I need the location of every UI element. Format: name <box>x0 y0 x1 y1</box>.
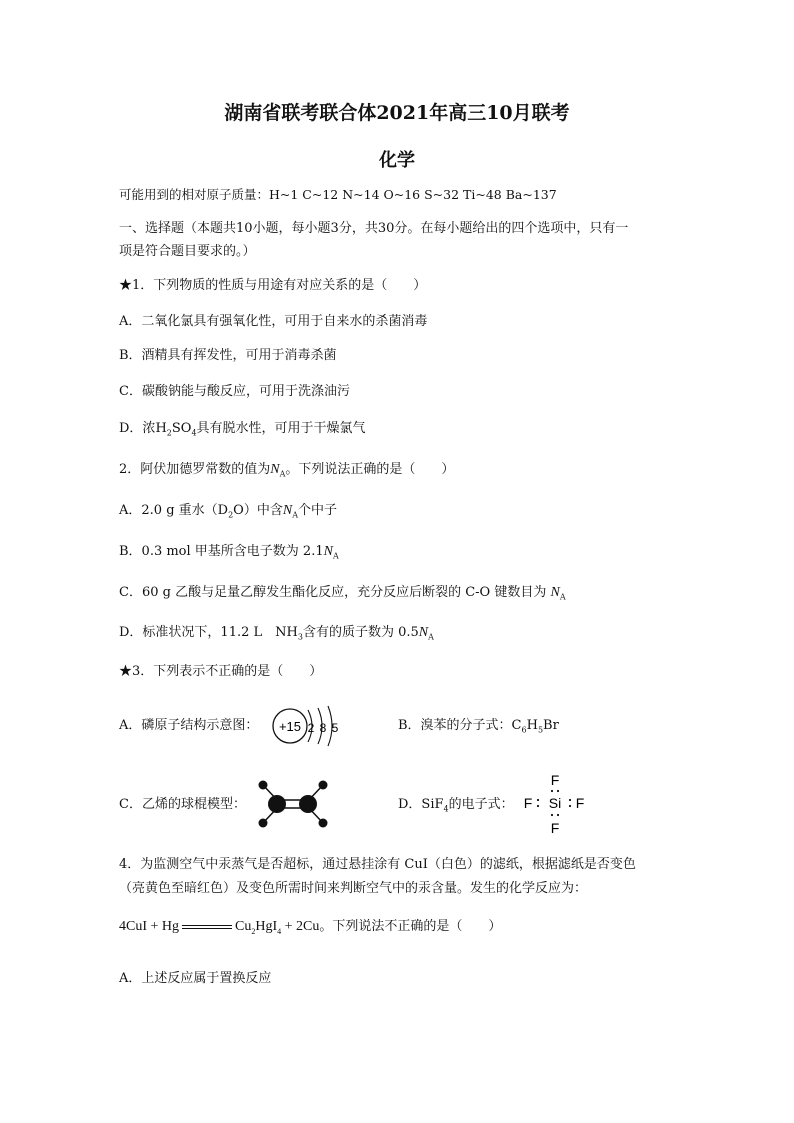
silicon-center: Si <box>548 795 562 811</box>
section-instruction-2: 项是符合题目要求的。） <box>119 244 256 259</box>
atomic-mass-line: 可能用到的相对原子质量：H~1 C~12 N~14 O~16 S~32 Ti~48 Ba~137 <box>119 187 557 202</box>
q3-option-b: B．溴苯的分子式：$C_6H_5Br$ <box>398 718 559 735</box>
shell-3-count: 5 <box>331 721 339 735</box>
q1-stem: ★1．下列物质的性质与用途有对应关系的是（ ） <box>119 278 427 293</box>
q4-stem-line1: 4．为监测空气中汞蒸气是否超标，通过悬挂涂有 CuI（白色）的滤纸，根据滤纸是否变色 <box>119 857 636 872</box>
ethylene-ball-stick-model <box>254 778 334 830</box>
phosphorus-atom-diagram <box>267 702 347 748</box>
q1-option-c: C．碳酸钠能与酸反应，可用于洗涤油污 <box>119 384 350 399</box>
q1-option-b: B．酒精具有挥发性，可用于消毒杀菌 <box>119 348 337 363</box>
q3-option-d: D．SiF$_4$的电子式： <box>398 797 514 814</box>
subject-title: 化学 <box>379 150 415 171</box>
nucleus-label: +15 <box>278 719 302 734</box>
q1-option-a: A．二氧化氯具有强氧化性，可用于自来水的杀菌消毒 <box>119 314 428 329</box>
q3-stem: ★3．下列表示不正确的是（ ） <box>119 664 323 679</box>
q3-option-c: C．乙烯的球棍模型： <box>119 797 246 812</box>
fluorine-top: F <box>550 772 560 788</box>
q4-stem-line2: （亮黄色至暗红色）及变色所需时间来判断空气中的汞含量。发生的化学反应为： <box>119 881 588 896</box>
q1-option-d: D．浓$H_2SO_4$具有脱水性，可用于干燥氯气 <box>119 421 366 438</box>
q2-option-b: B．0.3 mol 甲基所含电子数为 $2.1N_A$ <box>119 544 339 561</box>
fluorine-bottom: F <box>550 820 560 836</box>
q2-stem: 2．阿伏加德罗常数的值为$N_A$。下列说法正确的是（ ） <box>119 462 455 479</box>
q2-option-d: D．标准状况下，11.2 L $NH_3$含有的质子数为 $0.5N_A$ <box>119 625 434 642</box>
shell-1-count: 2 <box>307 721 315 735</box>
q3-option-a: A．磷原子结构示意图： <box>119 718 259 733</box>
q2-option-c: C．60 g 乙酸与足量乙醇发生酯化反应，充分反应后断裂的 C-O 键数目为 $N_A$ <box>119 585 566 602</box>
sif4-electron-formula <box>520 770 590 838</box>
fluorine-left: F <box>523 795 533 811</box>
fluorine-right: F <box>575 795 585 811</box>
q2-option-a: A．2.0 g 重水$(D_2O)$中含$N_A$个中子 <box>119 503 337 520</box>
exam-title: 湖南省联考联合体2021年高三10月联考 <box>224 102 570 124</box>
shell-2-count: 8 <box>319 721 327 735</box>
q4-equation: 4CuI + Hg $Cu_2HgI_4 + 2Cu$。下列说法不正确的是（ ） <box>119 919 502 936</box>
section-instruction-1: 一、选择题（本题共10小题，每小题3分，共30分。在每小题给出的四个选项中，只有一 <box>119 221 629 236</box>
q4-option-a: A．上述反应属于置换反应 <box>119 971 272 986</box>
